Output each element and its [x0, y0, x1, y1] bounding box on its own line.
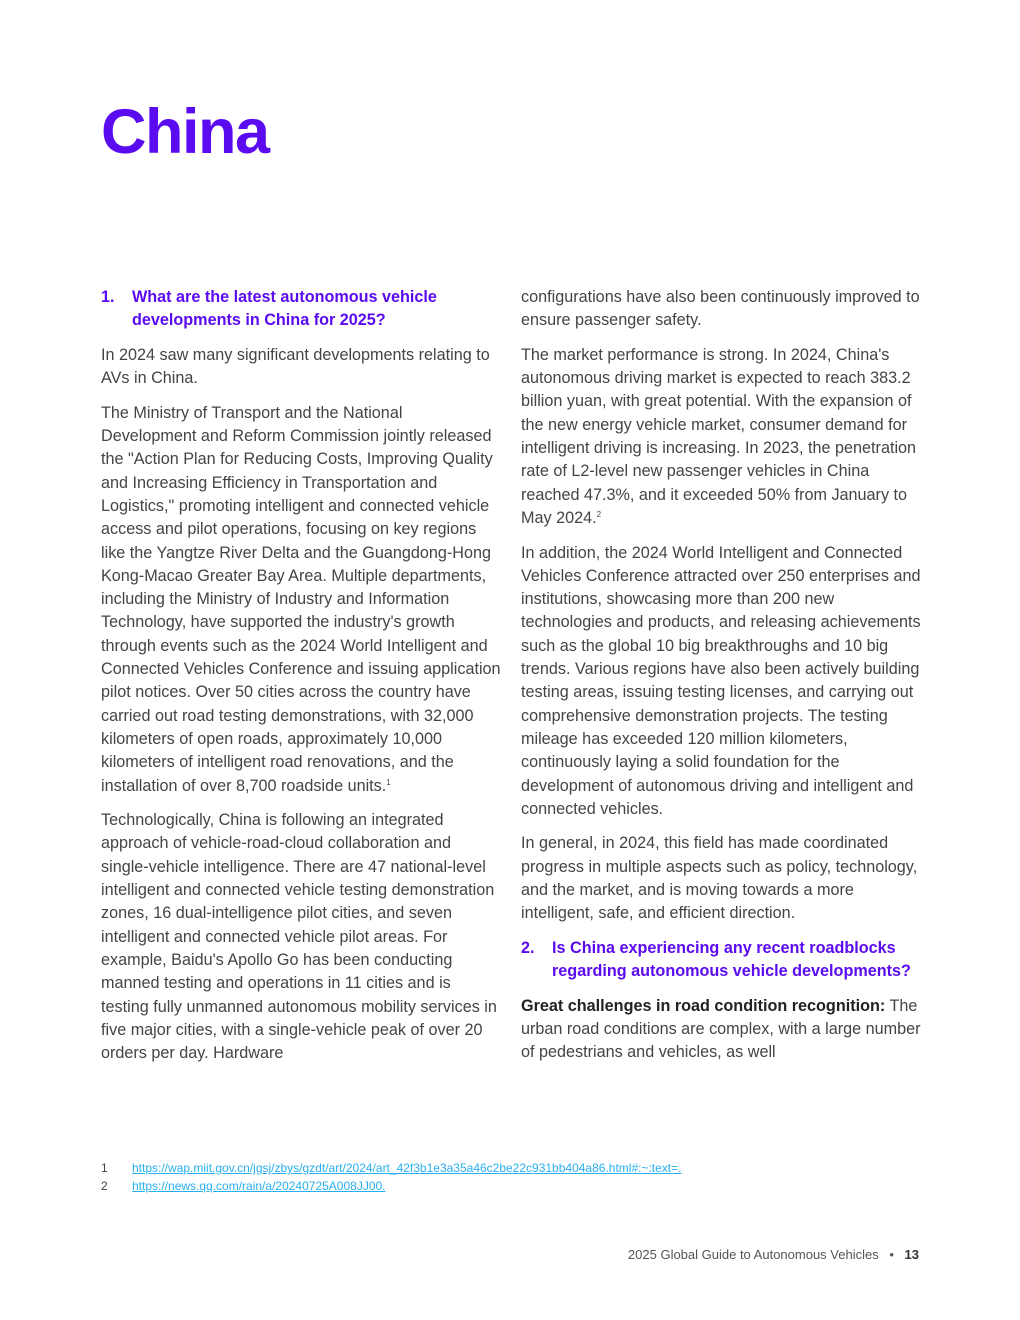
paragraph: In addition, the 2024 World Intelligent and Connected Vehicles Conference attracted over 250 enterprises and institutions, showcasing more than 200 new technologies and products, and releasing achievements such as the global 10 big breakthroughs and 10 big trends. Various regions have also been actively building testing areas, issuing testing licenses, and carrying out comprehensive demonstration projects. The testing mileage has exceeded 120 million kilometers, continuously laying a solid foundation for the development of autonomous driving and intelligent and connected vehicles. [521, 543, 921, 818]
footnote-link[interactable]: https://news.qq.com/rain/a/20240725A008JJ00. [132, 1179, 386, 1193]
paragraph-lead: Great challenges in road condition recognition: [521, 996, 886, 1015]
footnote-ref[interactable]: 1 [386, 777, 391, 787]
footnote-ref[interactable]: 2 [596, 509, 602, 519]
footnotes [101, 1159, 881, 1195]
paragraph: Technologically, China is following an integrated approach of vehicle-road-cloud collaboration and single-vehicle intelligence. There are 47 national-level intelligent and connected vehicle testing demonstration zones, 16 dual-intelligence pilot cities, and seven intelligent and connected vehicle pilot areas. For example, Baidu's Apollo Go has been conducting manned testing and operations in 11 cities and is testing fully unmanned autonomous mobility services in five major cities, with a single-vehicle peak of over 20 orders per day. Hardware [101, 811, 497, 1063]
question-heading [101, 286, 501, 333]
paragraph: In 2024 saw many significant developments relating to AVs in China. [101, 345, 490, 388]
footnote-link[interactable]: https://wap.miit.gov.cn/jgsj/zbys/gzdt/art/2024/art_42f3b1e3a35a46c2be22c931bb404a86.html#:~:text=. [132, 1161, 682, 1175]
footnote-number: 2 [101, 1179, 108, 1193]
question-number: 1. [101, 288, 115, 306]
footnote [101, 1177, 881, 1195]
page-footer [628, 1246, 919, 1264]
paragraph [521, 995, 921, 1065]
question-heading [521, 937, 921, 984]
paragraph-text: The market performance is strong. In 2024, China's autonomous driving market is expected to reach 383.2 billion yuan, with great potential. With the expansion of the new energy vehicle market, consumer demand for intelligent driving is increasing. In 2023, the penetration rate of L2-level new passenger vehicles in China reached 47.3%, and it exceeded 50% from January to May 2024. [521, 345, 917, 527]
page-number: 13 [904, 1247, 919, 1262]
question-text: Is China experiencing any recent roadblocks regarding autonomous vehicle developments? [552, 938, 911, 981]
paragraph-text: The Ministry of Transport and the National Development and Reform Commission jointly released the "Action Plan for Reducing Costs, Improving Quality and Increasing Efficiency in Transportation and Logistics," promoting intelligent and connected vehicle access and pilot operations, focusing on key regions like the Yangtze River Delta and the Guangdong-Hong Kong-Macao Greater Bay Area. Multiple departments, including the Ministry of Industry and Information Technology, have supported the industry's growth through events such as the 2024 World Intelligent and Connected Vehicles Conference and issuing application pilot notices. Over 50 cities across the country have carried out road testing demonstrations, with 32,000 kilometers of open roads, approximately 10,000 kilometers of intelligent road renovations, and the installation of over 8,700 roadside units. [101, 403, 501, 795]
footnote [101, 1159, 881, 1177]
right-column [521, 286, 921, 1076]
left-column [101, 286, 501, 1077]
footer-doc-title: 2025 Global Guide to Autonomous Vehicles [627, 1247, 879, 1262]
footnote-number: 1 [101, 1161, 108, 1175]
question-number: 2. [521, 938, 535, 957]
paragraph [521, 344, 921, 530]
paragraph: configurations have also been continuously improved to ensure passenger safety. [521, 288, 920, 330]
question-text: What are the latest autonomous vehicle developments in China for 2025? [132, 288, 437, 330]
page-title: China [101, 97, 269, 167]
paragraph [101, 402, 501, 798]
footer-separator: • [889, 1247, 894, 1262]
paragraph-text: The urban road conditions are complex, with a large number of pedestrians and vehicles, as well [521, 996, 921, 1062]
paragraph: In general, in 2024, this field has made coordinated progress in multiple aspects such as policy, technology, and the market, and is moving towards a more intelligent, safe, and efficient direction. [521, 834, 918, 923]
